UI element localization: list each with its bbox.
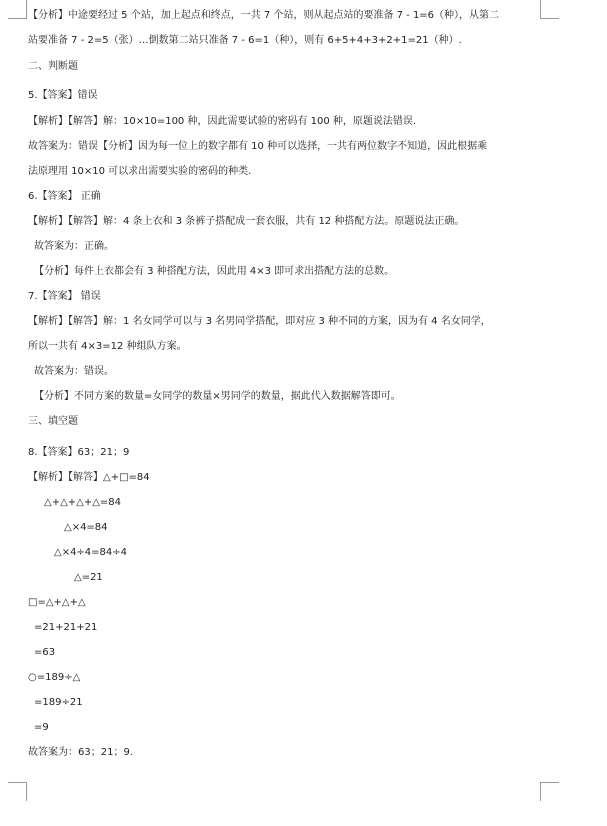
- section-heading-fill: 三、填空题: [28, 416, 78, 427]
- solution-8-line-8: =63: [34, 647, 56, 658]
- page-corner-bottom-left: [8, 782, 27, 801]
- solution-8-line-3: △×4=84: [64, 522, 108, 533]
- page-corner-top-left: [8, 0, 27, 19]
- solution-8-conclusion: 故答案为：63；21；9.: [28, 747, 133, 758]
- solution-7-line-1: 【解析】【解答】解：1 名女同学可以与 3 名男同学搭配，即对应 3 种不同的方案，因为有 4 名女同学，: [28, 316, 491, 327]
- analysis-line-2: 站要准备 7 - 2=5（张）…倒数第二站只准备 7 - 6=1（种），则有 6+5+4+3+2+1=21（种）.: [28, 35, 462, 46]
- solution-6-line-1: 【解析】【解答】解：4 条上衣和 3 条裤子搭配成一套衣服，共有 12 种搭配方法。原题说法正确。: [28, 216, 465, 227]
- solution-6-line-2: 故答案为：正确。: [34, 241, 114, 252]
- solution-8-line-5: △=21: [74, 572, 103, 583]
- analysis-7: 【分析】不同方案的数量=女同学的数量×男同学的数量，据此代入数据解答即可。: [34, 391, 401, 402]
- solution-5-line-2: 故答案为：错误【分析】因为每一位上的数字都有 10 种可以选择，一共有两位数字不知道，因此根据乘: [28, 141, 488, 152]
- solution-8-line-7: =21+21+21: [34, 622, 98, 633]
- solution-8-line-6: □=△+△+△: [28, 597, 86, 608]
- solution-7-line-3: 故答案为：错误。: [34, 366, 114, 377]
- solution-8-line-2: △+△+△+△=84: [44, 497, 122, 508]
- page-corner-bottom-right: [540, 782, 559, 801]
- analysis-6: 【分析】每件上衣都会有 3 种搭配方法，因此用 4×3 即可求出搭配方法的总数。: [34, 266, 395, 277]
- answer-7: 7.【答案】 错误: [28, 291, 101, 302]
- solution-8-line-10: =189÷21: [34, 697, 83, 708]
- solution-8-line-1: 【解析】【解答】△+□=84: [28, 472, 150, 483]
- solution-8-line-9: ○=189÷△: [28, 672, 81, 683]
- answer-8: 8.【答案】63；21；9: [28, 447, 130, 458]
- solution-5-line-3: 法原理用 10×10 可以求出需要实验的密码的种类.: [28, 166, 252, 177]
- answer-6: 6.【答案】 正确: [28, 191, 101, 202]
- page-corner-top-right: [540, 0, 559, 19]
- section-heading-judge: 二、判断题: [28, 61, 78, 72]
- solution-5-line-1: 【解析】【解答】解：10×10=100 种，因此需要试验的密码有 100 种，原题说法错误.: [28, 116, 417, 127]
- analysis-line-1: 【分析】中途要经过 5 个站，加上起点和终点，一共 7 个站，则从起点站的要准备 7 - 1=6（种），从第二: [28, 10, 500, 21]
- solution-7-line-2: 所以一共有 4×3=12 种组队方案。: [28, 341, 187, 352]
- solution-8-line-11: =9: [34, 722, 49, 733]
- solution-8-line-4: △×4÷4=84÷4: [54, 547, 128, 558]
- answer-5: 5.【答案】错误: [28, 90, 98, 101]
